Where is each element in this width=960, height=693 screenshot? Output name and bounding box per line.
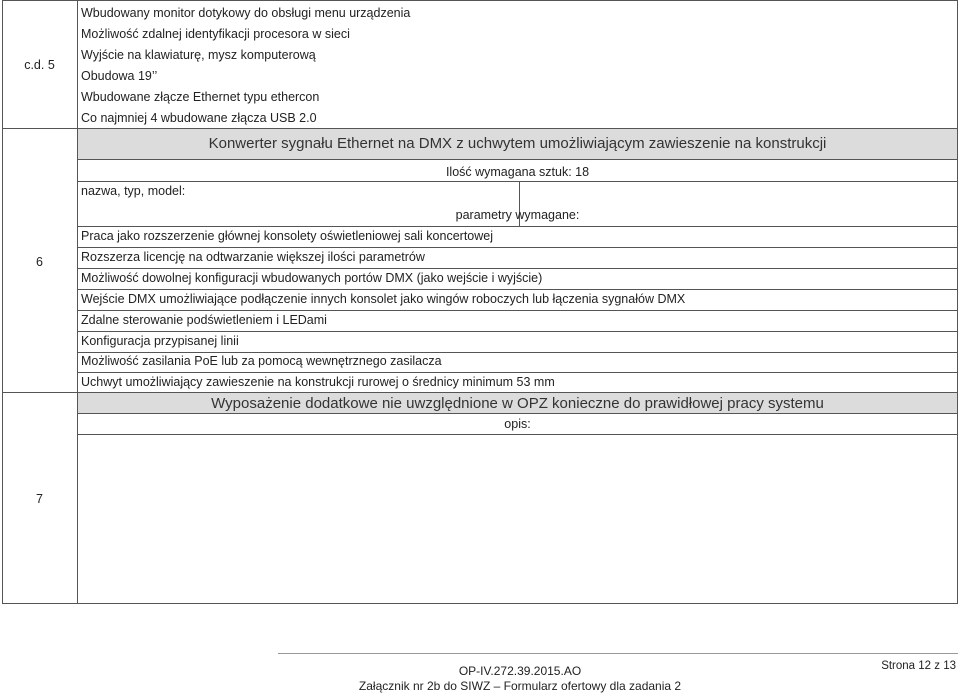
attachment-title: Załącznik nr 2b do SIWZ – Formularz ofertowy dla zadania 2: [358, 679, 682, 693]
spec-line: Wbudowane złącze Ethernet typu ethercon: [81, 90, 320, 104]
spec-line: Obudowa 19’’: [81, 69, 158, 83]
param-line: Zdalne sterowanie podświetleniem i LEDami: [81, 313, 327, 327]
param-line: Konfiguracja przypisanej linii: [81, 334, 239, 348]
spec-line: Wbudowany monitor dotykowy do obsługi menu urządzenia: [81, 6, 411, 20]
column-divider: [77, 0, 78, 604]
params-divider: [78, 226, 957, 227]
param-divider: [78, 268, 957, 269]
table-left-border: [2, 0, 3, 604]
param-divider: [78, 289, 957, 290]
table-top-border: [2, 0, 958, 1]
spec-line: Co najmniej 4 wbudowane złącza USB 2.0: [81, 111, 317, 125]
param-line: Uchwyt umożliwiający zawieszenie na konstrukcji rurowej o średnicy minimum 53 mm: [81, 375, 555, 389]
footer-rule: [278, 653, 958, 654]
params-label: parametry wymagane:: [455, 208, 580, 222]
page-number: Strona 12 z 13: [881, 660, 956, 672]
row-number-6: 6: [36, 255, 43, 269]
param-divider: [78, 310, 957, 311]
param-line: Możliwość dowolnej konfiguracji wbudowanych portów DMX (jako wejście i wyjście): [81, 271, 543, 285]
model-label: nazwa, typ, model:: [81, 184, 186, 198]
spec-line: Możliwość zdalnej identyfikacji procesora w sieci: [81, 27, 350, 41]
param-line: Rozszerza licencję na odtwarzanie większej ilości parametrów: [81, 250, 425, 264]
quantity-label: Ilość wymagana sztuk: 18: [445, 165, 590, 179]
accessories-title: Wyposażenie dodatkowe nie uwzględnione w OPZ konieczne do prawidłowej pracy systemu: [211, 395, 824, 412]
accessories-title-bottom: [78, 413, 957, 414]
param-divider: [78, 372, 957, 373]
description-divider: [78, 434, 957, 435]
param-divider: [78, 331, 957, 332]
quantity-divider: [78, 181, 957, 182]
table-bottom-border: [2, 603, 958, 604]
row-number-5: c.d. 5: [24, 58, 55, 72]
description-label: opis:: [504, 417, 531, 431]
param-line: Wejście DMX umożliwiające podłączenie innych konsolet jako wingów roboczych lub łączenia sygnałów DMX: [81, 292, 686, 306]
table-right-border: [957, 0, 958, 604]
param-line: Możliwość zasilania PoE lub za pomocą wewnętrznego zasilacza: [81, 354, 442, 368]
param-line: Praca jako rozszerzenie głównej konsolety oświetleniowej sali koncertowej: [81, 229, 494, 243]
product-title: Konwerter sygnału Ethernet na DMX z uchwytem umożliwiającym zawieszenie na konstrukcji: [208, 135, 827, 152]
spec-line: Wyjście na klawiaturę, mysz komputerową: [81, 48, 316, 62]
title-band-bottom: [78, 159, 957, 160]
document-code: OP-IV.272.39.2015.AO: [458, 664, 582, 678]
row-number-7: 7: [36, 492, 43, 506]
param-divider: [78, 247, 957, 248]
